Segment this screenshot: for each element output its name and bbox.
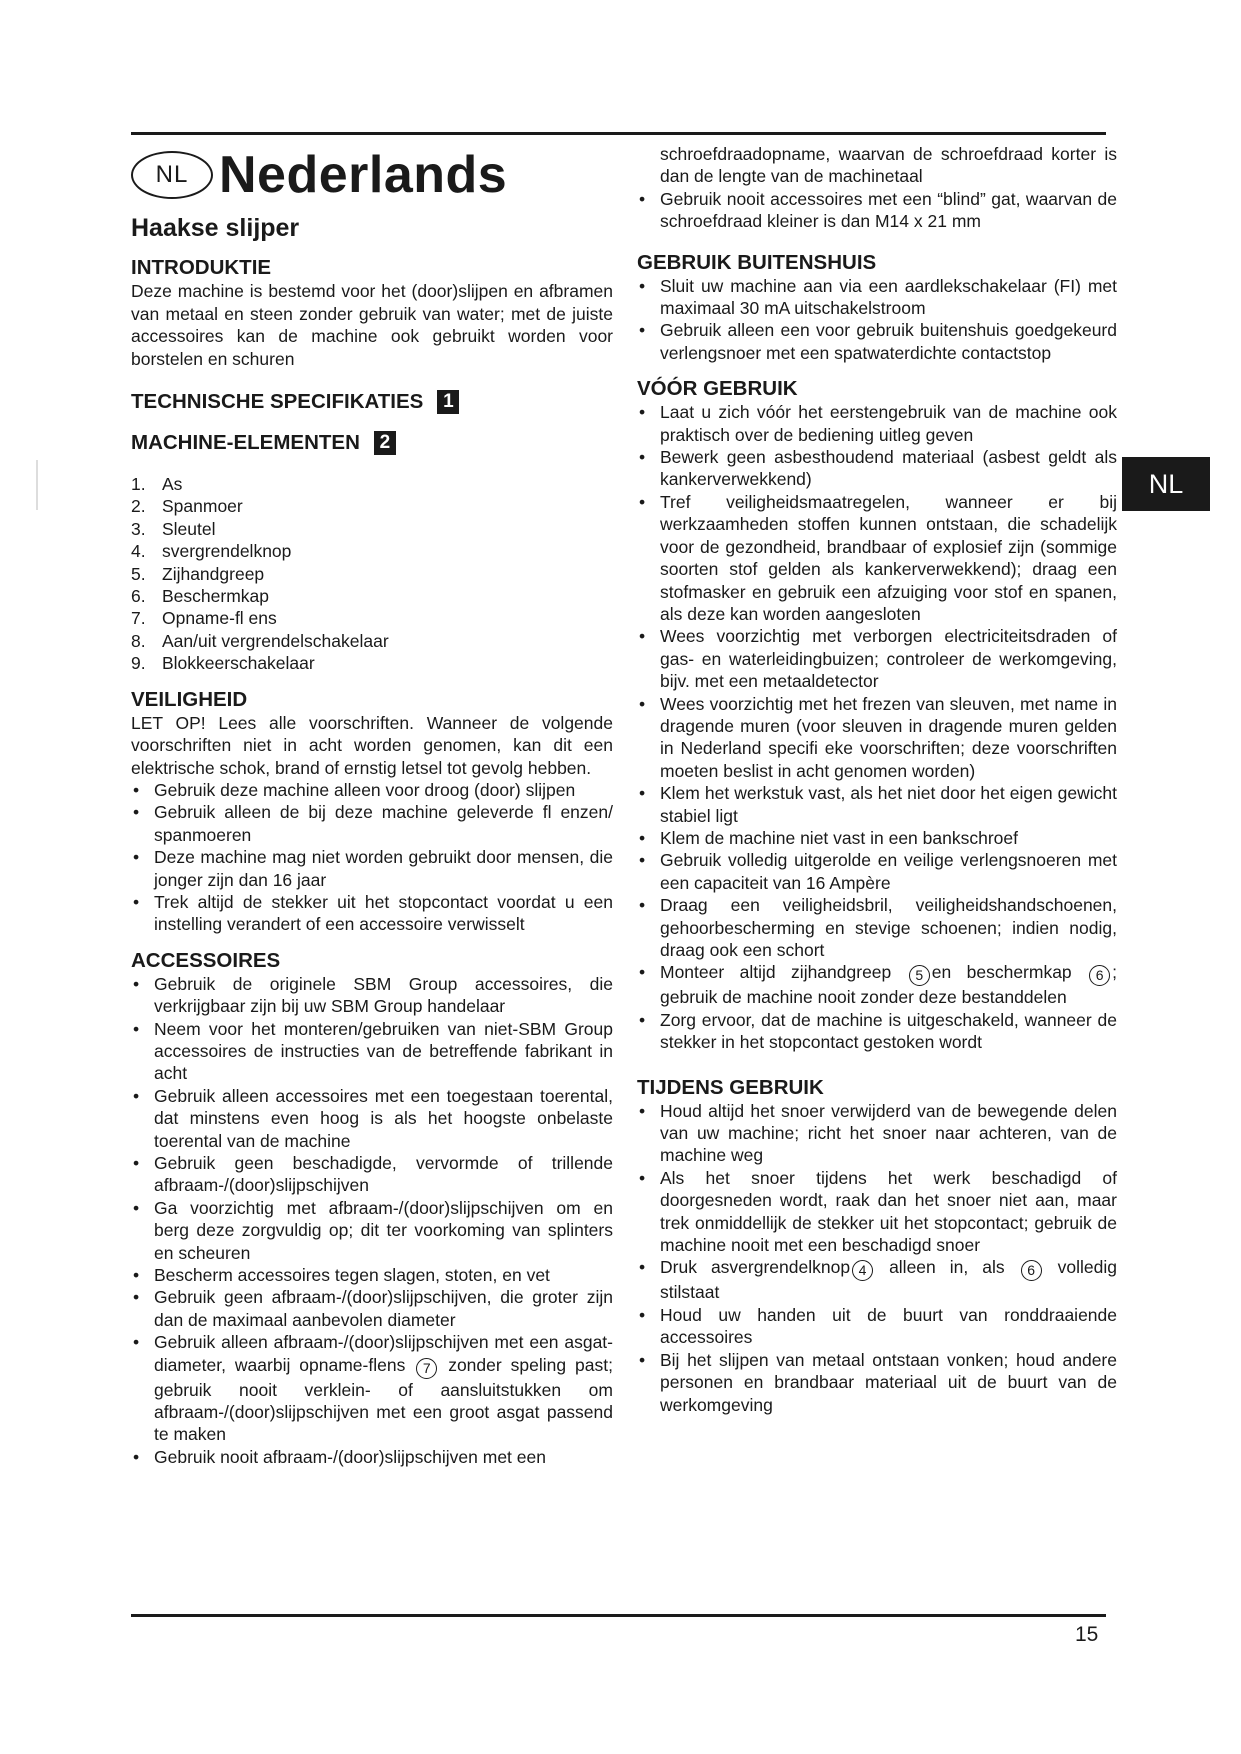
list-item: • Houd uw handen uit de buurt van ronddraaiende accessoires	[637, 1304, 1117, 1349]
figure-1-badge: 1	[437, 390, 459, 414]
veiligheid-list	[131, 779, 613, 936]
ref-7-circle: 7	[416, 1358, 437, 1379]
list-item: 2. Spanmoer	[131, 496, 243, 517]
language-badge: NL	[131, 151, 213, 199]
veiligheid-section	[131, 688, 613, 936]
list-item: • Gebruik alleen de bij deze machine geleverde fl enzen/ spanmoeren	[131, 801, 613, 846]
ref-4-circle: 4	[852, 1260, 873, 1281]
list-item: 7. Opname-fl ens	[131, 608, 277, 629]
right-column	[637, 143, 1117, 1429]
machine-elements-list	[131, 473, 613, 675]
list-item: 4. svergrendelknop	[131, 541, 292, 562]
list-item: 5. Zijhandgreep	[131, 563, 265, 584]
language-title: Nederlands	[219, 145, 508, 204]
language-header	[131, 145, 613, 205]
list-item: • Laat u zich vóór het eerstengebruik van de machine ook praktisch over de bediening uitleg geven	[637, 401, 1117, 446]
introduktie-text: Deze machine is bestemd voor het (door)slijpen en afbramen van metaal en steen zonder gebruik van water; met de juiste accessoires kan de machine ook gebruikt worden voor borstelen en schuren	[131, 281, 613, 369]
list-item: • Gebruik geen beschadigde, vervormde of trillende afbraam-/(door)slijpschijven	[131, 1152, 613, 1197]
list-item: • Gebruik nooit afbraam-/(door)slijpschijven met een	[131, 1446, 613, 1468]
list-item: 3. Sleutel	[131, 518, 216, 539]
list-item: 8. Aan/uit vergrendelschakelaar	[131, 630, 389, 651]
introduktie-section	[131, 256, 613, 370]
list-item: • Neem voor het monteren/gebruiken van niet-SBM Group accessoires de instructies van de betreffende fabrikant in acht	[131, 1018, 613, 1085]
list-item: • Klem het werkstuk vast, als het niet door het eigen gewicht stabiel ligt	[637, 782, 1117, 827]
margin-mark	[36, 460, 38, 510]
list-item: • Trek altijd de stekker uit het stopcontact voordat u een instelling verandert of een accessoire verwisselt	[131, 891, 613, 936]
tijdens-gebruik-heading: TIJDENS GEBRUIK	[637, 1075, 824, 1099]
list-item: • Wees voorzichtig met verborgen electriciteitsdraden of gas- en waterleidingbuizen; controleer de werkomgeving, bijv. met een metaaldetector	[637, 625, 1117, 692]
voor-gebruik-section	[637, 377, 1117, 1053]
continuation-list	[637, 188, 1117, 233]
list-item: • Wees voorzichtig met het frezen van sleuven, met name in dragende muren (voor sleuven in dragende muren gelden in Nederland specifi eke voorschriften; deze voorschriften moeten beslist in acht genomen worden)	[637, 693, 1117, 783]
tech-spec-heading: TECHNISCHE SPECIFIKATIES	[131, 390, 424, 414]
top-rule	[131, 132, 1106, 135]
list-item: • Als het snoer tijdens het werk beschadigd of doorgesneden wordt, raak dan het snoer niet aan, maar trek onmiddellijk de stekker uit het stopcontact; gebruik de machine nooit met een beschadigd snoer	[637, 1167, 1117, 1257]
product-subtitle: Haakse slijper	[131, 214, 300, 242]
list-item: • Gebruik geen afbraam-/(door)slijpschijven, die groter zijn dan de maximaal aanbevolen diameter	[131, 1286, 613, 1331]
accessoires-section	[131, 949, 613, 1469]
ref-6-circle: 6	[1089, 965, 1110, 986]
list-item: • Gebruik volledig uitgerolde en veilige verlengsnoeren met een capaciteit van 16 Ampère	[637, 849, 1117, 894]
list-item: • Gebruik de originele SBM Group accessoires, die verkrijgbaar zijn bij uw SBM Group handelaar	[131, 973, 613, 1018]
buitenshuis-heading: GEBRUIK BUITENSHUIS	[637, 250, 877, 274]
voor-gebruik-heading: VÓÓR GEBRUIK	[637, 377, 798, 401]
continuation-text: schroefdraadopname, waarvan de schroefdraad korter is dan de lengte van de machinetaal	[660, 144, 1117, 187]
list-item: • Draag een veiligheidsbril, veiligheidshandschoenen, gehoorbescherming en stevige schoenen; indien nodig, draag ook een schort	[637, 894, 1117, 961]
accessoires-heading: ACCESSOIRES	[131, 948, 281, 972]
language-side-tab: NL	[1122, 457, 1210, 511]
veiligheid-intro: LET OP! Lees alle voorschriften. Wanneer de volgende voorschriften niet in acht worden genomen, kan dit een elektrische schok, brand of ernstig letsel tot gevolg hebben.	[131, 712, 613, 778]
machine-elements-heading-row	[131, 431, 613, 455]
list-item: • Ga voorzichtig met afbraam-/(door)slijpschijven om en berg deze zorgvuldig op; dit ter voorkoming van splinters en scheuren	[131, 1197, 613, 1264]
tijdens-gebruik-list	[637, 1100, 1117, 1416]
list-item: 9. Blokkeerschakelaar	[131, 653, 315, 674]
list-item: • Zorg ervoor, dat de machine is uitgeschakeld, wanneer de stekker in het stopcontact gestoken wordt	[637, 1009, 1117, 1054]
voor-gebruik-list	[637, 401, 1117, 1053]
figure-2-badge: 2	[374, 431, 396, 455]
list-item: • Bij het slijpen van metaal ontstaan vonken; houd andere personen en brandbaar materiaal uit de buurt van de werkomgeving	[637, 1349, 1117, 1416]
left-column	[131, 143, 613, 1481]
bottom-rule	[131, 1614, 1106, 1617]
ref-5-circle: 5	[909, 965, 930, 986]
list-item: • Deze machine mag niet worden gebruikt door mensen, die jonger zijn dan 16 jaar	[131, 846, 613, 891]
list-item: • Tref veiligheidsmaatregelen, wanneer er bij werkzaamheden stoffen kunnen ontstaan, die schadelijk voor de gezondheid, brandbaar of explosief zijn (sommige soorten stof gelden als kankerverwekkend); draag een stofmasker en gebruik een afzuiging voor stof en spanen, als deze kan worden aangesloten	[637, 491, 1117, 625]
list-item: • Gebruik alleen een voor gebruik buitenshuis goedgekeurd verlengsnoer met een spatwaterdichte contactstop	[637, 319, 1117, 364]
list-item: • Bewerk geen asbesthoudend materiaal (asbest geldt als kankerverwekkend)	[637, 446, 1117, 491]
accessoires-list	[131, 973, 613, 1469]
list-item: 1. As	[131, 474, 183, 495]
list-item: • Gebruik alleen accessoires met een toegestaan toerental, dat minstens even hoog is als het hoogste onbelaste toerental van de machine	[131, 1085, 613, 1152]
tech-spec-heading-row	[131, 390, 613, 414]
list-item: 6. Beschermkap	[131, 586, 269, 607]
ref-6-circle: 6	[1021, 1260, 1042, 1281]
tijdens-gebruik-section	[637, 1076, 1117, 1416]
machine-elements-heading: MACHINE-ELEMENTEN	[131, 431, 360, 455]
introduktie-heading: INTRODUKTIE	[131, 256, 272, 280]
list-item: • Houd altijd het snoer verwijderd van de bewegende delen van uw machine; richt het snoer naar achteren, van de machine weg	[637, 1100, 1117, 1167]
list-item: • Monteer altijd zijhandgreep 5 en beschermkap 6 ; gebruik de machine nooit zonder deze bestanddelen	[637, 961, 1117, 1008]
list-item: • Sluit uw machine aan via een aardlekschakelaar (FI) met maximaal 30 mA uitschakelstroom	[637, 275, 1117, 320]
list-item: • Druk asvergrendelknop 4 alleen in, als 6 volledig stilstaat	[637, 1256, 1117, 1303]
list-item: • Klem de machine niet vast in een bankschroef	[637, 827, 1117, 849]
buitenshuis-list	[637, 275, 1117, 365]
page-number: 15	[1075, 1623, 1099, 1646]
buitenshuis-section	[637, 251, 1117, 365]
list-item: • Gebruik alleen afbraam-/(door)slijpschijven met een asgat-diameter, waarbij opname-flens 7 zonder speling past; gebruik nooit verklein- of aansluitstukken om afbraam-/(door)slijpschijven met een groot asgat passend te maken	[131, 1331, 613, 1446]
veiligheid-heading: VEILIGHEID	[131, 687, 248, 711]
list-item: • Bescherm accessoires tegen slagen, stoten, en vet	[131, 1264, 613, 1286]
list-item: • Gebruik deze machine alleen voor droog (door) slijpen	[131, 779, 613, 801]
list-item: • Gebruik nooit accessoires met een “blind” gat, waarvan de schroefdraad kleiner is dan M14 x 21 mm	[637, 188, 1117, 233]
